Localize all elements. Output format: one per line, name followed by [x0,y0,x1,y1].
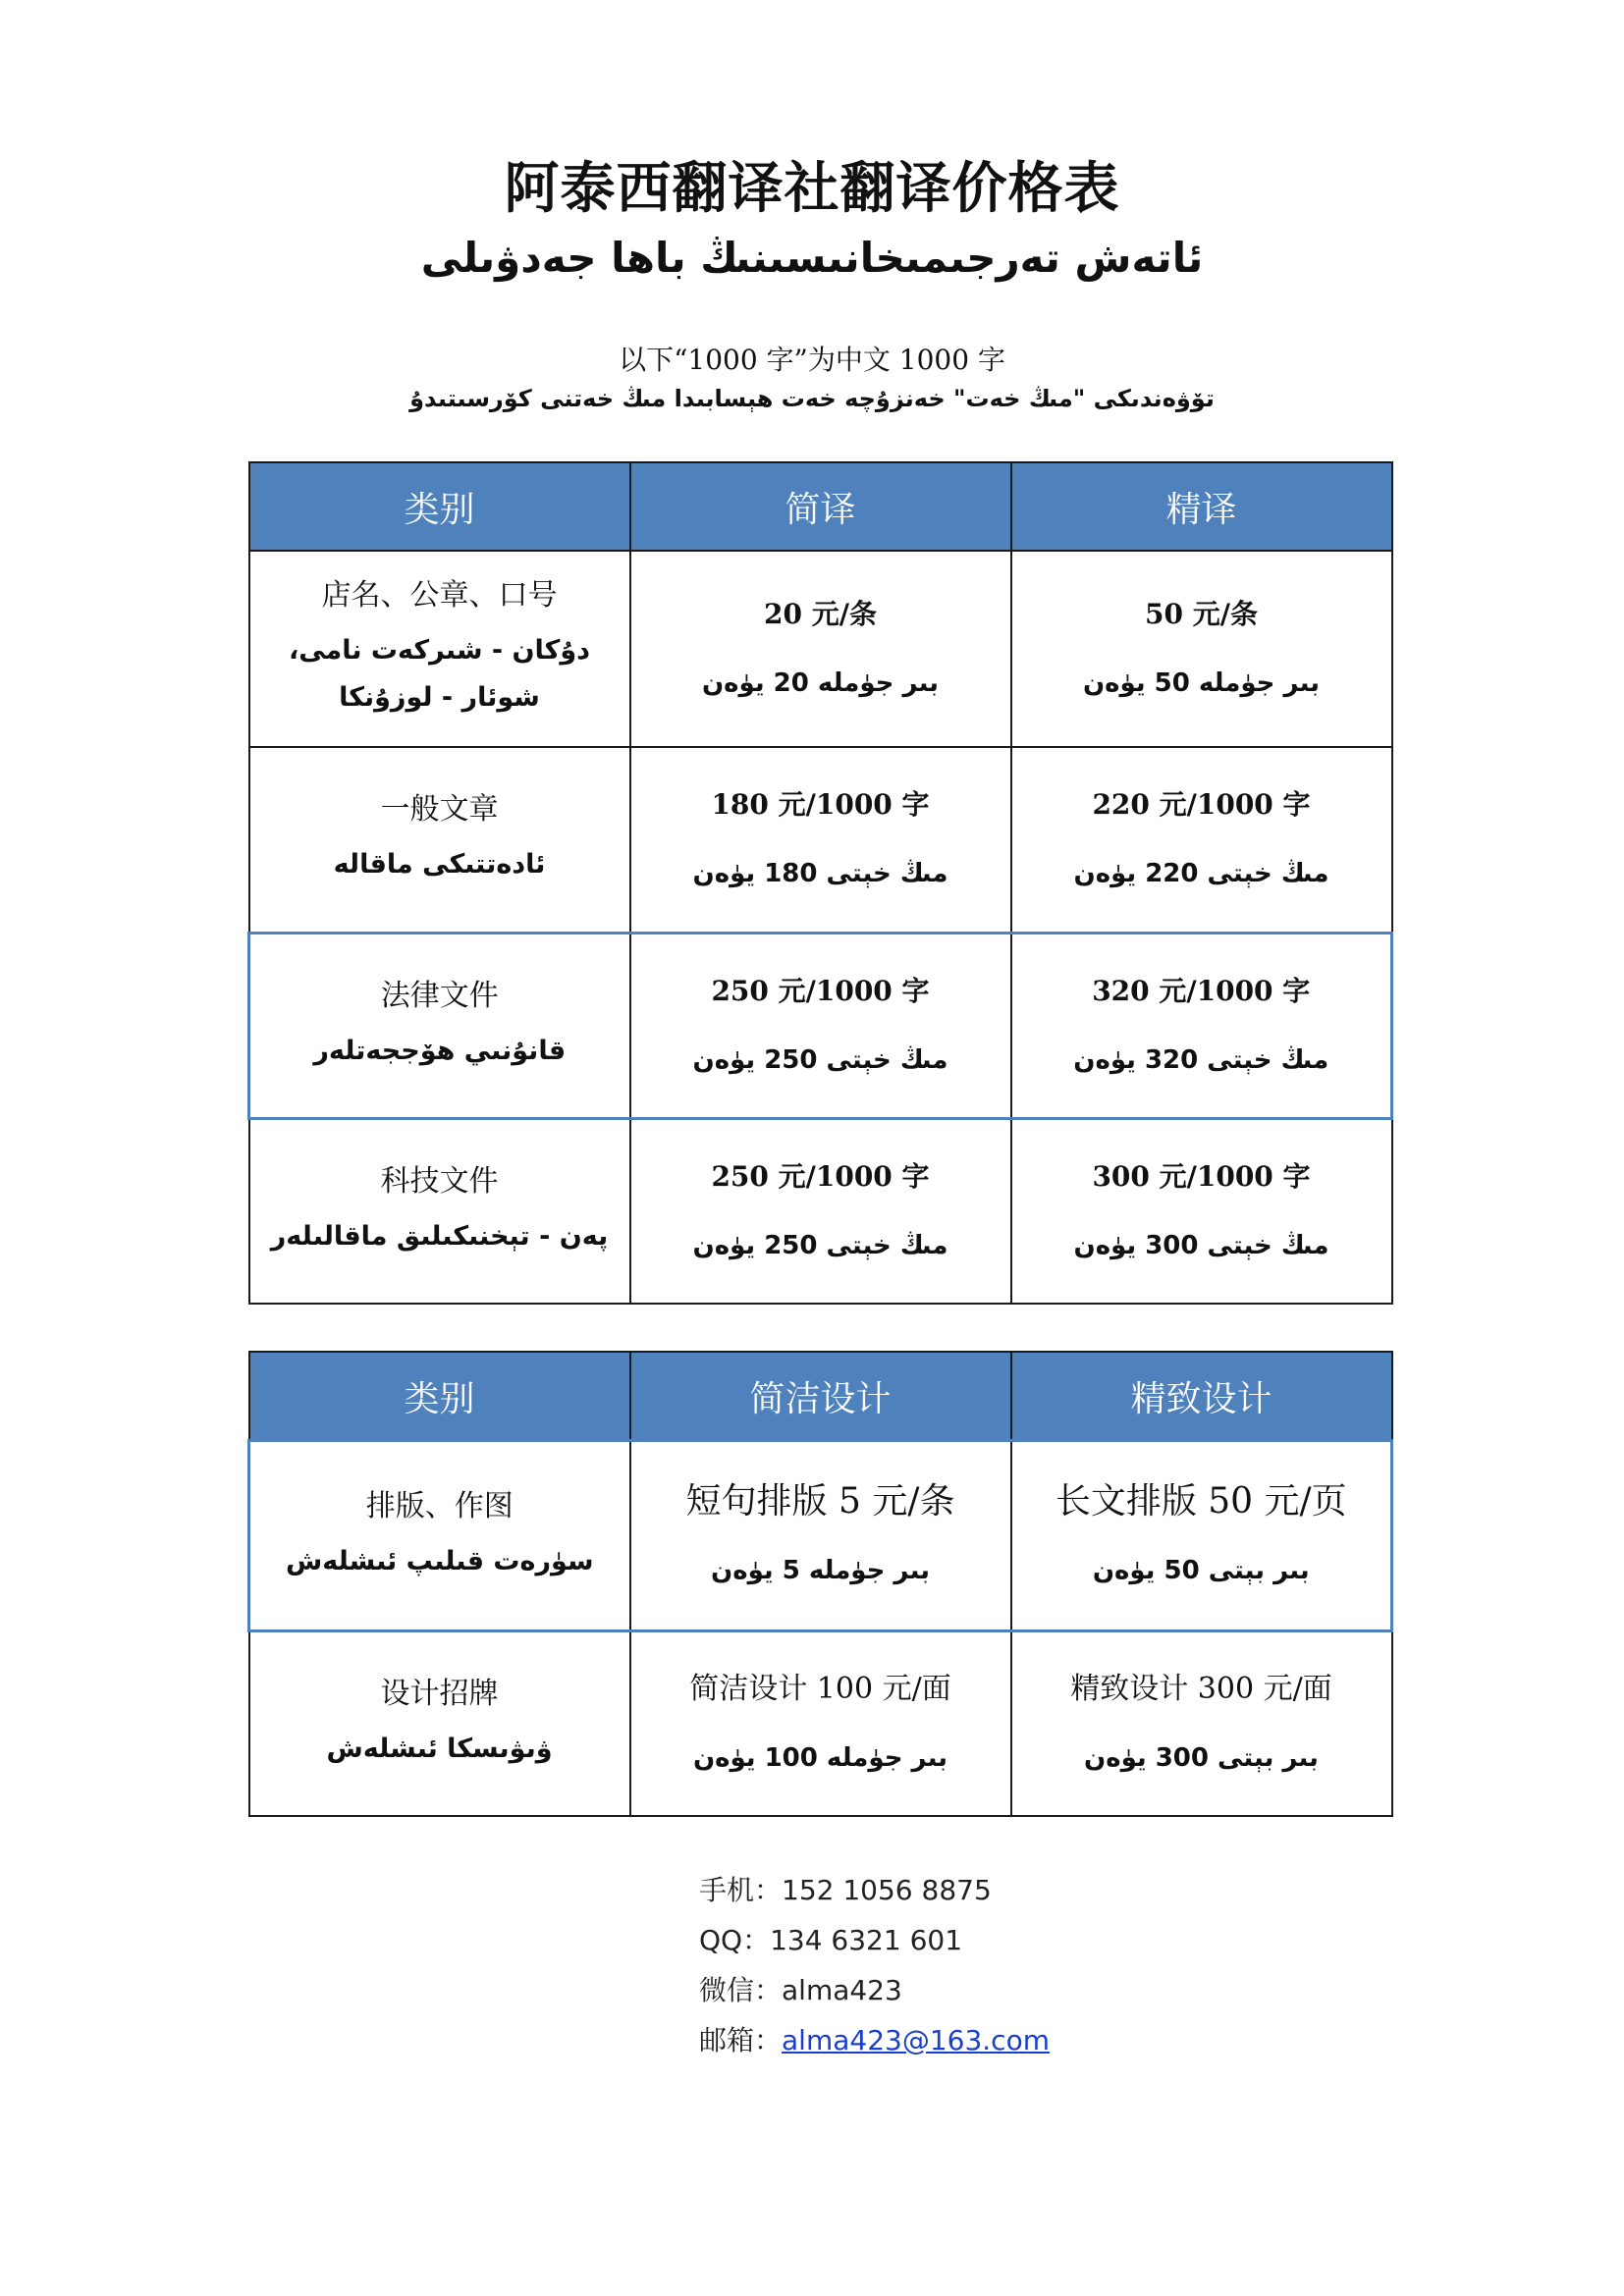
category-cell [249,747,630,933]
header-simple-translation: 简译 [630,462,1011,551]
simple-price-cell [630,1118,1011,1304]
email-line [699,2015,1050,2065]
table-row [249,747,1392,933]
price-uyghur: مىڭ خېتى 180 يۈەن [692,859,948,889]
header-simple-design: 简洁设计 [630,1352,1011,1441]
category-label-uyghur: ۋىۋىسكا ئىشلەش [326,1733,553,1764]
simple-price-cell [630,1631,1011,1816]
table-row [249,1631,1392,1816]
category-label-uyghur: ئادەتتىكى ماقالە [333,849,546,881]
price-uyghur: مىڭ خېتى 250 يۈەن [692,1230,948,1260]
category-cell [249,933,630,1118]
price-uyghur: بىر جۈملە 100 يۈەن [692,1742,948,1773]
fine-price-cell [1011,933,1392,1118]
category-cell [249,1441,630,1631]
price-uyghur: بىر جۈملە 20 يۈەن [701,668,939,698]
category-label: 一般文章 [380,792,499,828]
category-label-uyghur: پەن - تېخنىكىلىق ماقالىلەر [270,1220,609,1252]
price-cn: 精致设计 300 元/面 [1070,1671,1332,1706]
price-uyghur: مىڭ خېتى 300 يۈەن [1073,1230,1329,1260]
email-label: 邮箱： [699,2024,783,2056]
category-label-uyghur: قانۇنىي ھۆججەتلەر [313,1035,567,1066]
fine-price-cell [1011,747,1392,933]
header-category: 类别 [249,462,630,551]
price-cn: 短句排版 5 元/条 [685,1480,955,1522]
table-row [249,933,1392,1118]
price-uyghur: بىر بېتى 300 يۈەن [1084,1742,1319,1773]
qq-line: QQ：134 6321 601 [699,1924,963,1956]
email-link[interactable]: alma423@163.com [782,2024,1050,2056]
price-cn: 220 元/1000 字 [1092,788,1311,822]
price-cn: 20 元/条 [764,598,877,630]
page-title: 阿泰西翻译社翻译价格表 [504,157,1120,221]
price-uyghur: مىڭ خېتى 220 يۈەن [1073,859,1329,889]
header-fine-translation: 精译 [1011,462,1392,551]
header-category: 类别 [249,1352,630,1441]
fine-price-cell [1011,1118,1392,1304]
price-uyghur: بىر جۈملە 5 يۈەن [711,1555,930,1585]
simple-price-cell [630,747,1011,933]
price-cn: 长文排版 50 元/页 [1055,1480,1347,1522]
category-cell [249,551,630,747]
price-cn: 300 元/1000 字 [1092,1159,1311,1193]
category-label: 科技文件 [380,1163,499,1199]
table-header-row [249,462,1392,551]
wechat-line: 微信：alma423 [699,1974,902,2006]
design-price-table [247,1351,1393,1817]
category-label: 设计招牌 [380,1676,499,1711]
category-label-uyghur: سۈرەت قىلىپ ئىشلەش [285,1545,594,1576]
price-cn: 250 元/1000 字 [711,974,930,1007]
table-row [249,551,1392,747]
fine-price-cell [1011,1441,1392,1631]
price-uyghur: بىر جۈملە 50 يۈەن [1082,668,1320,698]
category-cell [249,1631,630,1816]
category-label: 店名、公章、口号 [321,578,558,613]
contact-info [699,1865,1050,2065]
unit-note: 以下“1000 字”为中文 1000 字 [619,344,1005,376]
table-row [249,1441,1392,1631]
fine-price-cell [1011,1631,1392,1816]
price-cn: 320 元/1000 字 [1092,974,1311,1007]
header-fine-design: 精致设计 [1011,1352,1392,1441]
category-label: 法律文件 [380,978,499,1013]
fine-price-cell [1011,551,1392,747]
unit-note-uyghur: تۆۋەندىكى "مىڭ خەت" خەنزۇچە خەت ھېسابىدا مىڭ خەتنى كۆرسىتىدۇ [409,385,1215,412]
category-label: 排版、作图 [365,1488,514,1523]
simple-price-cell [630,551,1011,747]
price-uyghur: مىڭ خېتى 250 يۈەن [692,1044,948,1075]
price-cn: 50 元/条 [1145,598,1258,630]
phone-line: 手机：152 1056 8875 [699,1874,992,1906]
category-cell [249,1118,630,1304]
translation-price-table [247,461,1393,1305]
price-uyghur: مىڭ خېتى 320 يۈەن [1073,1044,1329,1075]
price-cn: 250 元/1000 字 [711,1159,930,1193]
page-title-uyghur: ئاتەش تەرجىمىخانىسىنىڭ باھا جەدۋىلى [420,234,1204,282]
category-label-uyghur: دۇكان - شىركەت نامى، شوئار - لوزۇنكا [288,635,591,713]
price-cn: 简洁设计 100 元/面 [689,1671,951,1706]
table-header-row [249,1352,1392,1441]
simple-price-cell [630,1441,1011,1631]
simple-price-cell [630,933,1011,1118]
price-cn: 180 元/1000 字 [711,788,930,822]
table-row [249,1118,1392,1304]
price-uyghur: بىر بېتى 50 يۈەن [1092,1555,1310,1585]
